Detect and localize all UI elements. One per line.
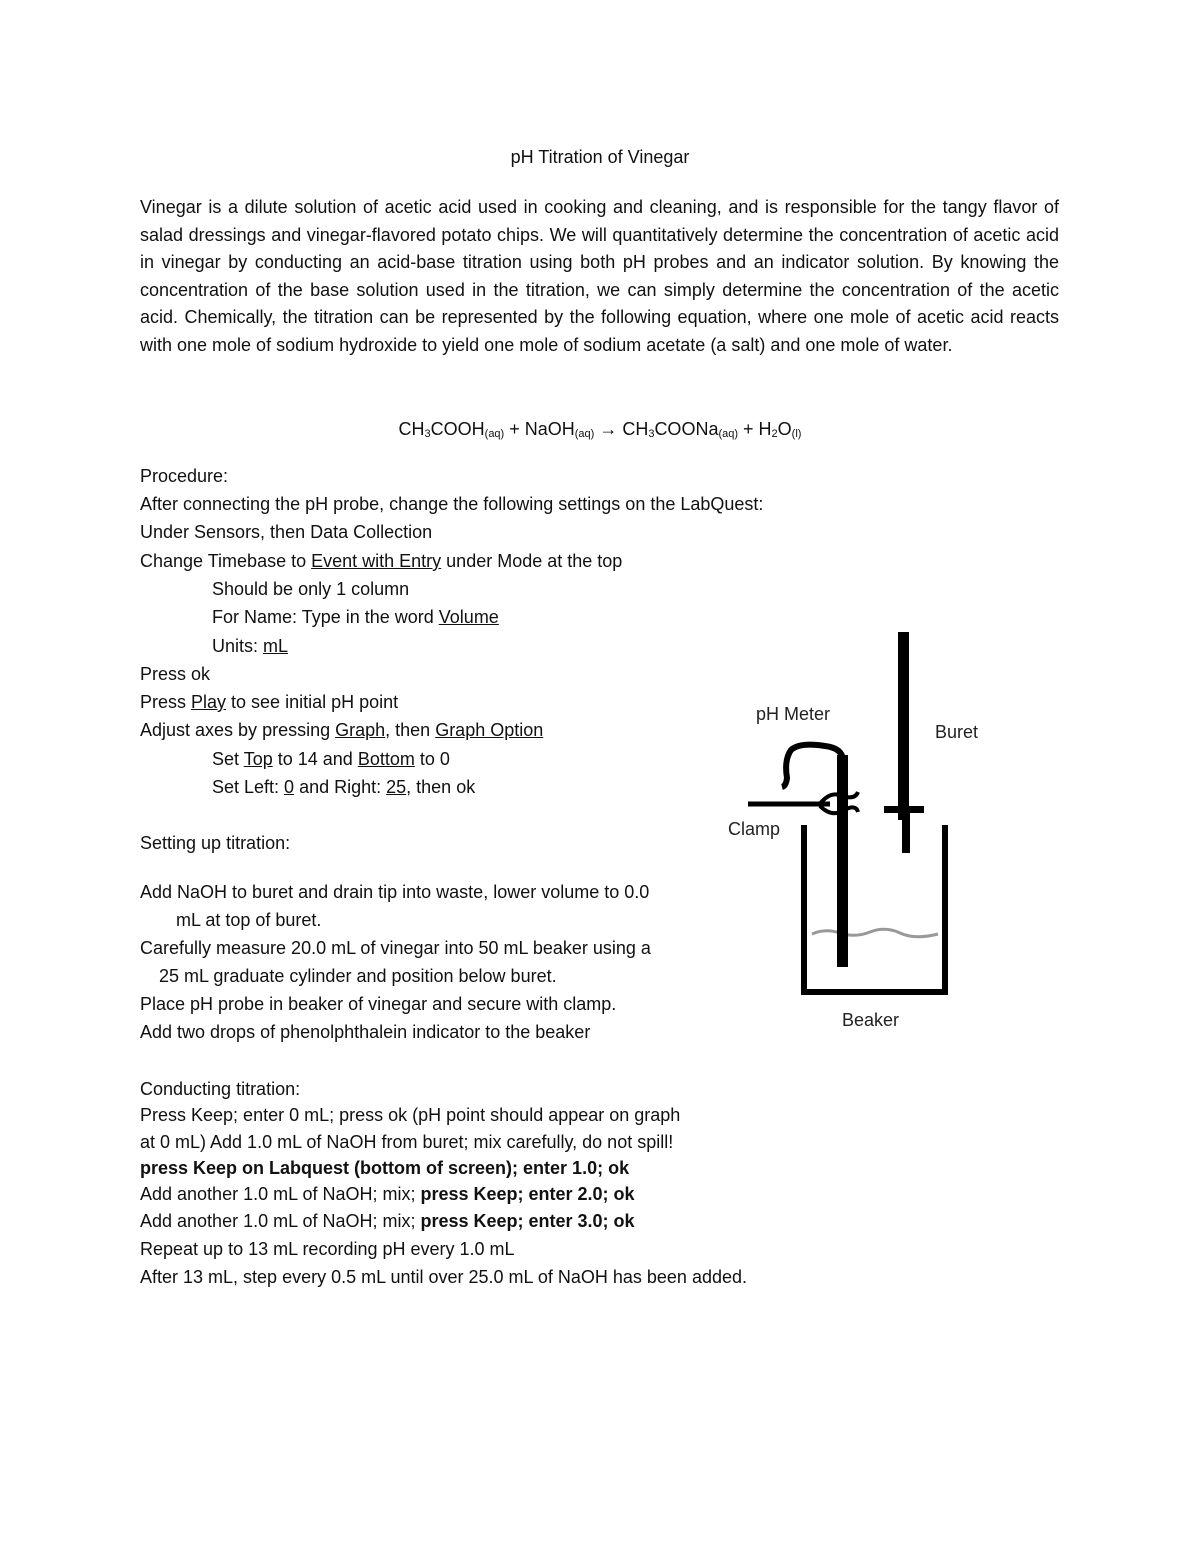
procedure-heading: Procedure: <box>140 466 229 486</box>
setup-heading: Setting up titration: <box>140 833 291 853</box>
beaker-label: Beaker <box>842 1010 900 1030</box>
setup-step-continued: mL at top of buret. <box>176 910 322 930</box>
titration-diagram <box>700 620 1040 1050</box>
conduct-step: at 0 mL) Add 1.0 mL of NaOH from buret; mix carefully, do not spill! <box>140 1132 674 1152</box>
procedure-step: After connecting the pH probe, change the following settings on the LabQuest: <box>140 494 764 514</box>
page-title: pH Titration of Vinegar <box>510 147 690 167</box>
procedure-substep: Set Top to 14 and Bottom to 0 <box>212 749 450 769</box>
setup-step: Carefully measure 20.0 mL of vinegar into 50 mL beaker using a <box>140 938 651 958</box>
buret-tube <box>898 632 909 820</box>
beaker-outline <box>804 825 945 992</box>
chemical-equation: $CH_3COOH_{(aq)}$ + NaOH$_{(aq)}$ → $CH_3COONa_{(aq)} + H_2O_{(l)}$ <box>398 419 802 440</box>
ph-probe-cable <box>782 745 843 787</box>
setup-step: Place pH probe in beaker of vinegar and secure with clamp. <box>140 994 617 1014</box>
procedure-substep: Units: mL <box>212 636 289 656</box>
conduct-heading: Conducting titration: <box>140 1079 301 1099</box>
procedure-step: Change Timebase to Event with Entry under Mode at the top <box>140 551 623 571</box>
intro-paragraph: Vinegar is a dilute solution of acetic acid used in cooking and cleaning, and is responsible for the tangy flavor of salad dressings and vinegar-flavored potato chips. We will quantitatively determine the concentration of acetic acid in vinegar by conducting an acid-base titration using both pH probes and an indicator solution. By knowing the concentration of the base solution used in the titration, we can simply determine the concentration of the acetic acid. Chemically, the titration can be represented by the following equation, where one mole of acetic acid reacts with one mole of sodium hydroxide to yield one mole of sodium acetate (a salt) and one mole of water. <box>140 197 1059 355</box>
conduct-step: Add another 1.0 mL of NaOH; mix; press Keep; enter 3.0; ok <box>140 1211 635 1231</box>
buret-label: Buret <box>935 722 979 742</box>
setup-step: Add two drops of phenolphthalein indicator to the beaker <box>140 1022 591 1042</box>
conduct-step: Press Keep; enter 0 mL; press ok (pH point should appear on graph <box>140 1105 681 1125</box>
procedure-substep: Should be only 1 column <box>212 579 410 599</box>
conduct-step: press Keep on Labquest (bottom of screen); enter 1.0; ok <box>140 1158 630 1178</box>
clamp-label: Clamp <box>728 819 781 839</box>
conduct-step: After 13 mL, step every 0.5 mL until over 25.0 mL of NaOH has been added. <box>140 1267 747 1287</box>
procedure-step: Press ok <box>140 664 211 684</box>
procedure-substep: Set Left: 0 and Right: 25, then ok <box>212 777 476 797</box>
ph-probe <box>837 755 848 967</box>
conduct-step: Add another 1.0 mL of NaOH; mix; press Keep; enter 2.0; ok <box>140 1184 635 1204</box>
conduct-step: Repeat up to 13 mL recording pH every 1.0 mL <box>140 1239 515 1259</box>
buret-tip <box>902 813 910 853</box>
procedure-step: Press Play to see initial pH point <box>140 692 399 712</box>
buret-stopcock <box>884 806 924 813</box>
procedure-step: Adjust axes by pressing Graph, then Graph Option <box>140 720 544 740</box>
setup-step-continued: 25 mL graduate cylinder and position below buret. <box>159 966 557 986</box>
setup-step: Add NaOH to buret and drain tip into waste, lower volume to 0.0 <box>140 882 650 902</box>
ph-meter-label: pH Meter <box>756 704 831 724</box>
procedure-step: Under Sensors, then Data Collection <box>140 522 433 542</box>
vinegar-surface <box>812 929 938 937</box>
procedure-substep: For Name: Type in the word Volume <box>212 607 499 627</box>
